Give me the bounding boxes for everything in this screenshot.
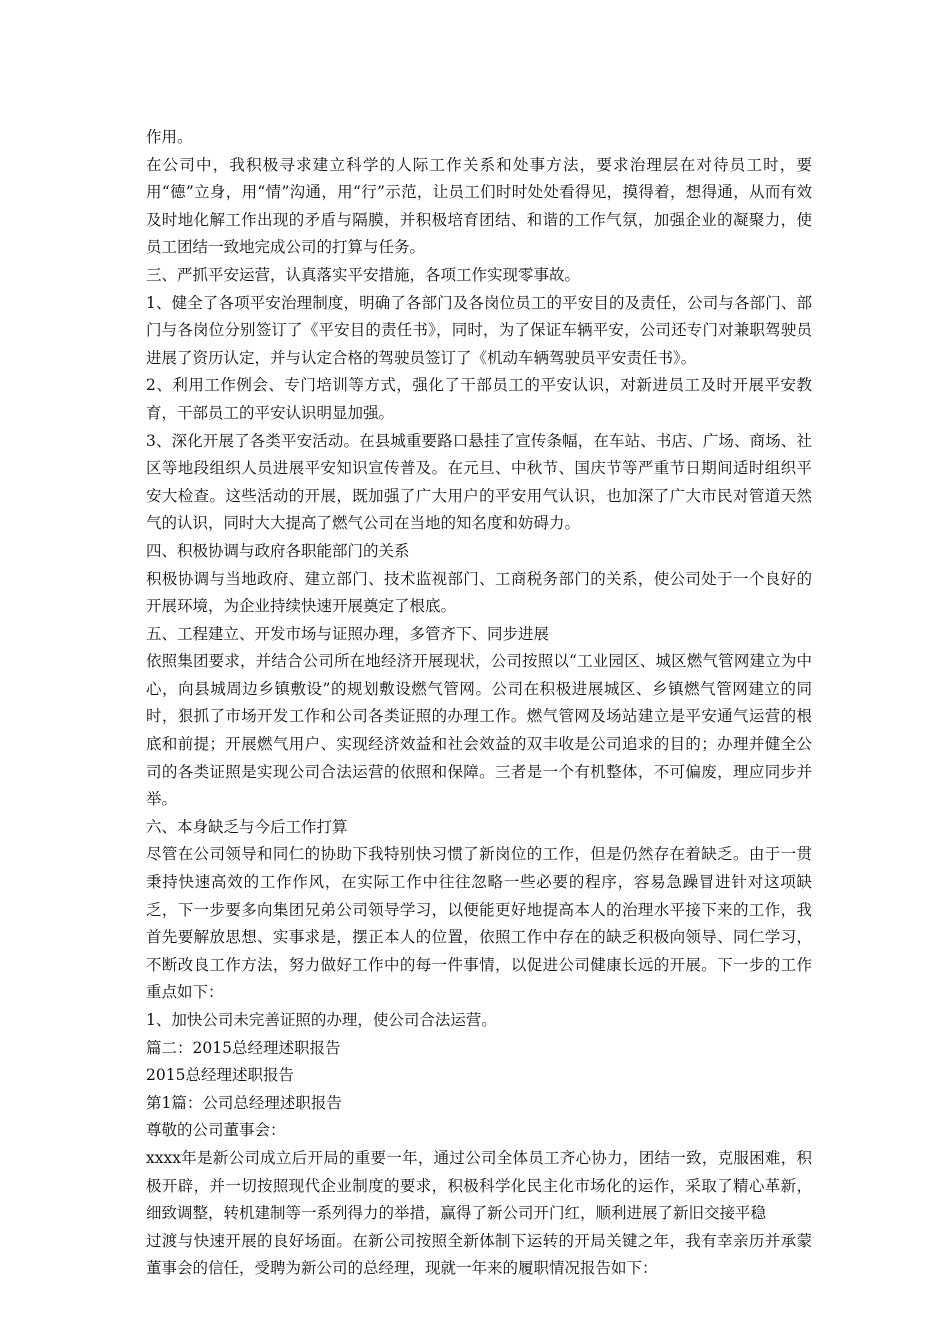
report-subtitle: 第1篇：公司总经理述职报告 bbox=[146, 1093, 342, 1112]
paragraph-shortcomings: 尽管在公司领导和同仁的协助下我特别快习惯了新岗位的工作，但是仍然存在着缺乏。由于一贯秉持快速高效的工作作风，在实际工作中往往忽略一些必要的程序，容易急躁冒进针对这项缺乏，下一步要多向集团兄弟公司领导学习，以便能更好地提高本人的治理水平接下来的工作，我首先要解放思想、实事求是，摆正本人的位置，依照工作中存在的缺乏积极向领导、同仁学习，不断改良工作方法，努力做好工作中的每一件事情，以促进公司健康长远的开展。下一步的工作重点如下： bbox=[146, 845, 812, 1002]
paragraph-transition: 过渡与快速开展的良好场面。在新公司按照全新体制下运转的开局关键之年，我有幸亲历并承蒙董事会的信任，受聘为新公司的总经理，现就一年来的履职情况报告如下： bbox=[146, 1231, 812, 1278]
paragraph-safety-1: 1、健全了各项平安治理制度，明确了各部门及各岗位员工的平安目的及责任，公司与各部门、部门与各岗位分别签订了《平安目的责任书》，同时，为了保证车辆平安，公司还专门对兼职驾驶员进展了资历认定，并与认定合格的驾驶员签订了《机动车辆驾驶员平安责任书》。 bbox=[146, 293, 812, 367]
section-heading-6: 六、本身缺乏与今后工作打算 bbox=[146, 817, 348, 836]
paragraph-intro-end: 作用。 bbox=[146, 128, 193, 146]
document-body bbox=[146, 124, 812, 1283]
section-heading-4: 四、积极协调与政府各职能部门的关系 bbox=[146, 541, 410, 560]
paragraph-safety-2: 2、利用工作例会、专门培训等方式，强化了干部员工的平安认识，对新进员工及时开展平安教育，干部员工的平安认识明显加强。 bbox=[146, 376, 812, 422]
paragraph-coordination: 积极协调与当地政府、建立部门、技术监视部门、工商税务部门的关系，使公司处于一个良好的开展环境，为企业持续快速开展奠定了根底。 bbox=[146, 569, 812, 616]
report-title: 2015总经理述职报告 bbox=[146, 1066, 294, 1085]
paragraph-relations: 在公司中，我积极寻求建立科学的人际工作关系和处事方法，要求治理层在对待员工时，要用“德”立身，用“情”沟通，用“行”示范，让员工们时时处处看得见，摸得着，想得通，从而有效及时地化解工作出现的矛盾与隔膜，并积极培育团结、和谐的工作气氛，加强企业的凝聚力，使员工团结一致地完成公司的打算与任务。 bbox=[146, 155, 812, 257]
paragraph-safety-3: 3、深化开展了各类平安活动。在县城重要路口悬挂了宣传条幅，在车站、书店、广场、商场、社区等地段组织人员进展平安知识宣传普及。在元旦、中秋节、国庆节等严重节日期间适时组织平安大检查。这些活动的开展，既加强了广大用户的平安用气认识，也加深了广大市民对管道天然气的认识，同时大大提高了燃气公司在当地的知名度和妨碍力。 bbox=[146, 431, 812, 533]
paragraph-year-summary: xxxx年是新公司成立后开局的重要一年，通过公司全体员工齐心协力，团结一致，克服困难，积极开辟，并一切按照现代企业制度的要求，积极科学化民主化市场化的运作，采取了精心革新，细致调整，转机建制等一系列得力的举措，赢得了新公司开门红，顺利进展了新旧交接平稳 bbox=[146, 1148, 812, 1223]
paragraph-engineering: 依照集团要求，并结合公司所在地经济开展现状，公司按照以“工业园区、城区燃气管网建立为中心，向县城周边乡镇敷设”的规划敷设燃气管网。公司在积极进展城区、乡镇燃气管网建立的同时，狠抓了市场开发工作和公司各类证照的办理工作。燃气管网及场站建立是平安通气运营的根底和前提；开展燃气用户、实现经济效益和社会效益的双丰收是公司追求的目的；办理并健全公司的各类证照是实现公司合法运营的依照和保障。三者是一个有机整体，不可偏废，理应同步并举。 bbox=[146, 652, 812, 809]
chapter-heading-2: 篇二：2015总经理述职报告 bbox=[146, 1038, 341, 1057]
salutation: 尊敬的公司董事会： bbox=[146, 1121, 286, 1140]
section-heading-5: 五、工程建立、开发市场与证照办理，多管齐下、同步进展 bbox=[146, 624, 550, 643]
section-heading-3: 三、严抓平安运营，认真落实平安措施，各项工作实现零事故。 bbox=[146, 265, 581, 284]
paragraph-next-step-1: 1、加快公司未完善证照的办理，使公司合法运营。 bbox=[146, 1011, 497, 1029]
